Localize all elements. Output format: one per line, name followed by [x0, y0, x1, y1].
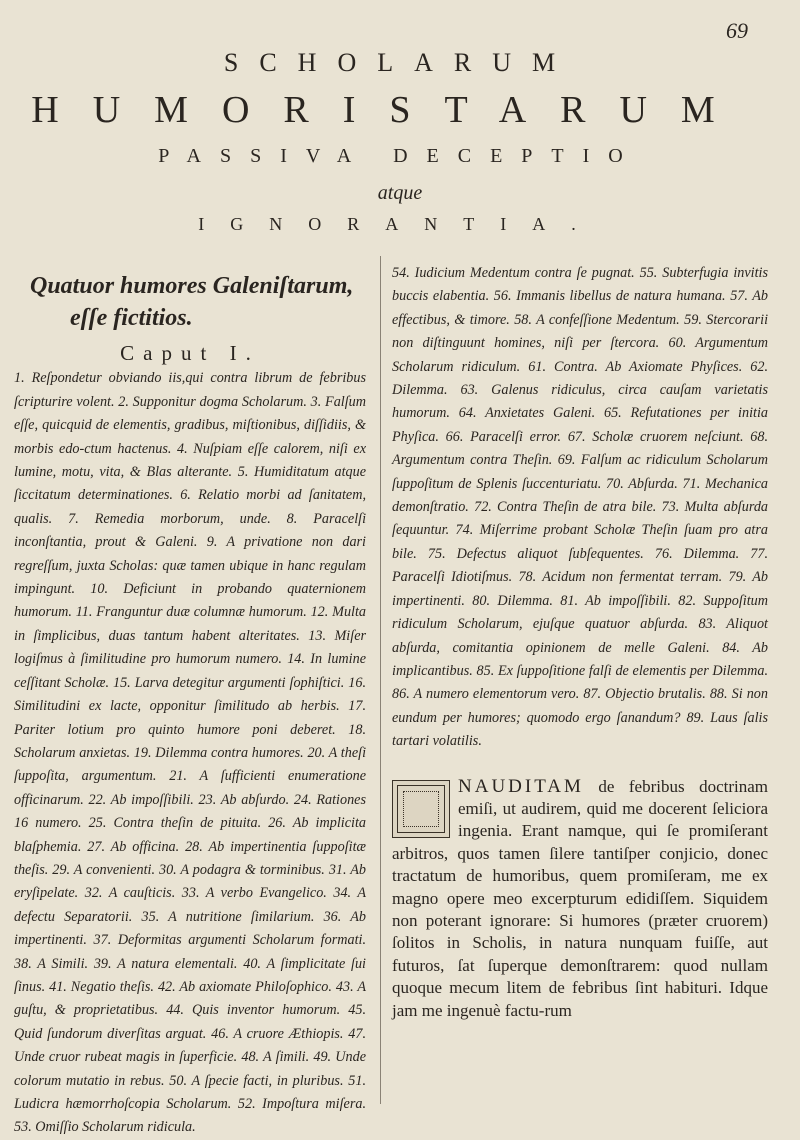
summary-item: 9. A privatione non dari regreſſum, juxta Scholas: quæ tamen ubique in hanc regulam impingunt. [14, 534, 367, 598]
summary-item: 54. Iudicium Medentum contra ſe pugnat. [392, 265, 635, 281]
summary-item: 41. Negatio theſis. [49, 978, 154, 995]
summary-item: 7. Remedia morborum, unde. [68, 510, 271, 527]
summary-item: 53. Omiſſio Scholarum ridicula. [14, 1119, 196, 1136]
chapter-text [392, 776, 768, 1022]
summary-item: 74. Miſerrime probant Scholæ Theſin ſuam pro atra bile. [392, 522, 768, 562]
summary-item: 21. A ſufficienti enumeratione officinarum. [14, 768, 367, 808]
summary-item: 5. Humiditatum atque ſiccitatum determinationes. [14, 464, 367, 504]
summary-item: 60. Argumentum Scholarum ridiculum. [392, 335, 769, 375]
summary-item: 61. Contra. Ab Axiomate Phyſices. [528, 358, 743, 375]
summary-item: 33. A verbo Evangelico. [181, 885, 327, 902]
summary-item: 50. A ſpecie facti, in pluribus. [169, 1072, 344, 1089]
ornamental-initial-icon [392, 780, 450, 838]
summary-item: 18. Scholarum anxietas. [14, 721, 366, 761]
summary-item: 19. Dilemma contra humores. [133, 744, 304, 761]
summary-item: 51. Ludicra hæmorrhoſcopia Scholarum. [14, 1072, 366, 1112]
summary-item: 17. Pariter lotium pro quinto humore poni deberet. [14, 698, 367, 738]
summary-item: 73. Multa abſurda ſequuntur. [392, 499, 769, 539]
summary-item: 45. Quid ſundorum diverſitas arguat. [14, 1002, 366, 1042]
summary-item: 75. Defectus aliquot ſubſequentes. [427, 545, 644, 562]
summary-item: 47. Unde cruor rubeat magis in ſuperficie. [14, 1025, 367, 1066]
summary-item: 24. Rationes 16 numero. [14, 791, 366, 832]
summary-item: 20. A theſi ſuppoſita, argumentum. [14, 744, 367, 785]
summary-item: 40. A ſimplicitate ſui ſinus. [14, 955, 366, 995]
summary-item: 63. Galenus ridiculus, circa cauſam varietatis humorum. [392, 382, 768, 422]
summary-item: 77. Paracelſi Idiotiſmus. [392, 545, 769, 586]
summary-item: 23. Ab abſurdo. [198, 791, 290, 808]
summary-item: 67. Scholæ cruorem neſciunt. [567, 428, 744, 445]
chapter-summary-list-continued [392, 262, 768, 754]
summary-item: 71. Mechanica demonſtratio. [392, 475, 769, 516]
section-title [30, 270, 366, 334]
summary-item: 84. Ab implicantibus. [392, 639, 768, 679]
summary-item: 58. A confeſſione Medentum. [514, 311, 680, 328]
summary-item: 31. Ab eryſipelate. [14, 861, 367, 902]
summary-item: 28. Ab impertinentia ſuppoſitæ theſis. [14, 838, 367, 878]
summary-item: 89. Laus ſalis tartari volatilis. [392, 709, 769, 750]
summary-item: 26. Ab implicita blaſphemia. [14, 815, 366, 855]
summary-item: 59. Stercorarii non diſtinguunt homines, niſi per ſtercora. [392, 311, 769, 352]
summary-item: 72. Contra Theſin de atra bile. [474, 499, 657, 516]
summary-item: 38. A Simili. [14, 955, 89, 972]
summary-item: 57. Ab effectibus, & timore. [392, 288, 769, 328]
summary-item: 39. A natura elementali. [93, 955, 238, 972]
summary-item: 48. A ſimili. [241, 1049, 310, 1066]
summary-item: 62. Dilemma. [392, 358, 769, 399]
summary-item: 46. A cruore Æthiopis. [211, 1025, 344, 1042]
summary-item: 36. Ab impertinenti. [14, 908, 366, 949]
summary-item: 87. Objectio brutalis. [583, 686, 706, 703]
left-column [14, 262, 366, 1140]
summary-item: 8. Paracelſi inconſtantia, prout & Galeni. [14, 510, 367, 551]
summary-item: 69. Falſum ac ridiculum Scholarum ſuppoſitum de Splenis ſuccenturiatu. [392, 452, 768, 492]
summary-item: 83. Aliquot abſurda, comitantia opinionem de melle Galeni. [392, 616, 769, 656]
summary-item: 76. Dilemma. [654, 545, 740, 562]
summary-item: 22. Ab impoſſibili. [88, 791, 194, 808]
summary-item: 55. Subterfugia invitis buccis elabentia. [392, 265, 768, 305]
summary-item: 13. Miſer logiſmus à ſimilitudine pro humorum numero. [14, 627, 367, 668]
summary-item: 70. Abſurda. [606, 475, 678, 492]
summary-item: 35. A nutritione ſimilarium. [141, 908, 315, 925]
summary-item: 79. Ab impertinenti. [392, 569, 768, 609]
summary-item: 66. Paracelſi error. [445, 428, 562, 445]
summary-item: 68. Argumentum contra Theſin. [392, 428, 769, 469]
summary-item: 80. Dilemma. [472, 592, 553, 609]
column-divider [380, 256, 381, 1104]
summary-item: 4. Nuſpiam eſſe calorem, niſi ex lumine, motu, vita, & Blas alterante. [14, 440, 367, 481]
chapter-heading: Caput I. [120, 341, 260, 365]
summary-item: 25. Contra theſin de pituita. [88, 815, 262, 832]
heading-line-4: atque [377, 182, 423, 204]
summary-item: 1. Reſpondetur obviando iis,qui contra librum de febribus ſcripturire volent. [14, 370, 366, 410]
summary-item: 56. Immanis libellus de natura humana. [493, 288, 726, 305]
summary-item: 37. Deformitas argumenti Scholarum formati. [93, 932, 366, 949]
section-title-line-1: Quatuor humores Galeniſtarum, [30, 273, 354, 299]
heading-line-3: PASSIVA DECEPTIO [158, 145, 642, 167]
summary-item: 32. A cauſticis. [84, 885, 176, 902]
right-column [392, 262, 768, 1022]
summary-item: 88. Si non eundum per humores; quomodo ergo ſanandum? [392, 686, 768, 726]
summary-item: 12. Multa in ſimplicibus, duas tantum habent alteritates. [14, 604, 367, 644]
summary-item: 85. Ex ſuppoſitione falſi de elementis per Dilemma. [476, 662, 768, 679]
summary-item: 30. A podagra & torminibus. [158, 861, 325, 878]
summary-item: 44. Quis inventor humorum. [166, 1002, 341, 1019]
summary-item: 14. In lumine ceſſitant Scholæ. [14, 651, 366, 691]
summary-item: 65. Refutationes per initia Phyſica. [392, 405, 768, 445]
summary-item: 3. Falſum eſſe, quicquid de elementis, gradibus, miſtionibus, diſſidiis, & morbis edo-ctum hactenus. [14, 393, 367, 457]
summary-item: 16. Similitudini ex lacte, opponitur ſimilitudo ab herbis. [14, 674, 367, 715]
opening-word: NAUDITAM [458, 775, 584, 797]
heading-line-5: IGNORANTIA. [198, 214, 602, 234]
chapter-summary-list [14, 367, 366, 1139]
summary-item: 82. Suppoſitum ridiculum Scholarum, ejuſque quatuor abſurda. [392, 592, 768, 633]
summary-item: 52. Impoſtura miſera. [237, 1096, 366, 1112]
summary-item: 2. Supponitur dogma Scholarum. [118, 393, 307, 410]
summary-item: 81. Ab impoſſibili. [560, 592, 671, 609]
summary-item: 29. A convenienti. [52, 861, 156, 878]
summary-item: 34. A defectu Separatorii. [14, 885, 367, 925]
summary-item: 49. Unde colorum mutatio in rebus. [14, 1049, 367, 1089]
heading-line-1: SCHOLARUM [223, 48, 577, 77]
summary-item: 78. Acidum non fermentat terram. [518, 569, 723, 586]
summary-item: 11. Franguntur duæ columnæ humorum. [75, 604, 307, 621]
section-title-line-2: eſſe fictitios. [70, 305, 193, 331]
summary-item: 6. Relatio morbi ad ſanitatem, qualis. [14, 487, 367, 527]
summary-item: 43. A guſtu, & proprietatibus. [14, 978, 366, 1019]
summary-item: 15. Larva detegitur argumenti ſophiſtici. [112, 674, 345, 691]
page-number: 69 [726, 18, 748, 43]
summary-item: 27. Ab officina. [87, 838, 180, 855]
summary-item: 64. Anxietates Galeni. [458, 405, 596, 422]
summary-item: 42. Ab axiomate Philoſophico. [157, 978, 332, 995]
summary-item: 10. Deficiunt in probando quaternionem humorum. [14, 581, 367, 621]
summary-item: 86. A numero elementorum vero. [392, 686, 580, 703]
paragraph-body: de febribus doctrinam emiſi, ut audirem, quid me docerent ſeliciora ingenia. Erant namque, qui ſe promiſerant arbitros, quos tamen ſilere tantiſper conjicio, donec tractatum de humoribus, quem promiſeram, me ex magno opere meo excerpturum edidiſſem. Siquidem non poterant ignorare: Si humores (præter cruorem) ſolitos in Scholis, in natura nunquam fuiſſe, aut futuros, ſat ſuperque demonſtrarem: quod nullam quoque mecum litem de febribus ſint habituri. Idque jam me ingenuè factu-rum [392, 776, 768, 1020]
heading-line-2: HUMORISTARUM [31, 89, 749, 131]
